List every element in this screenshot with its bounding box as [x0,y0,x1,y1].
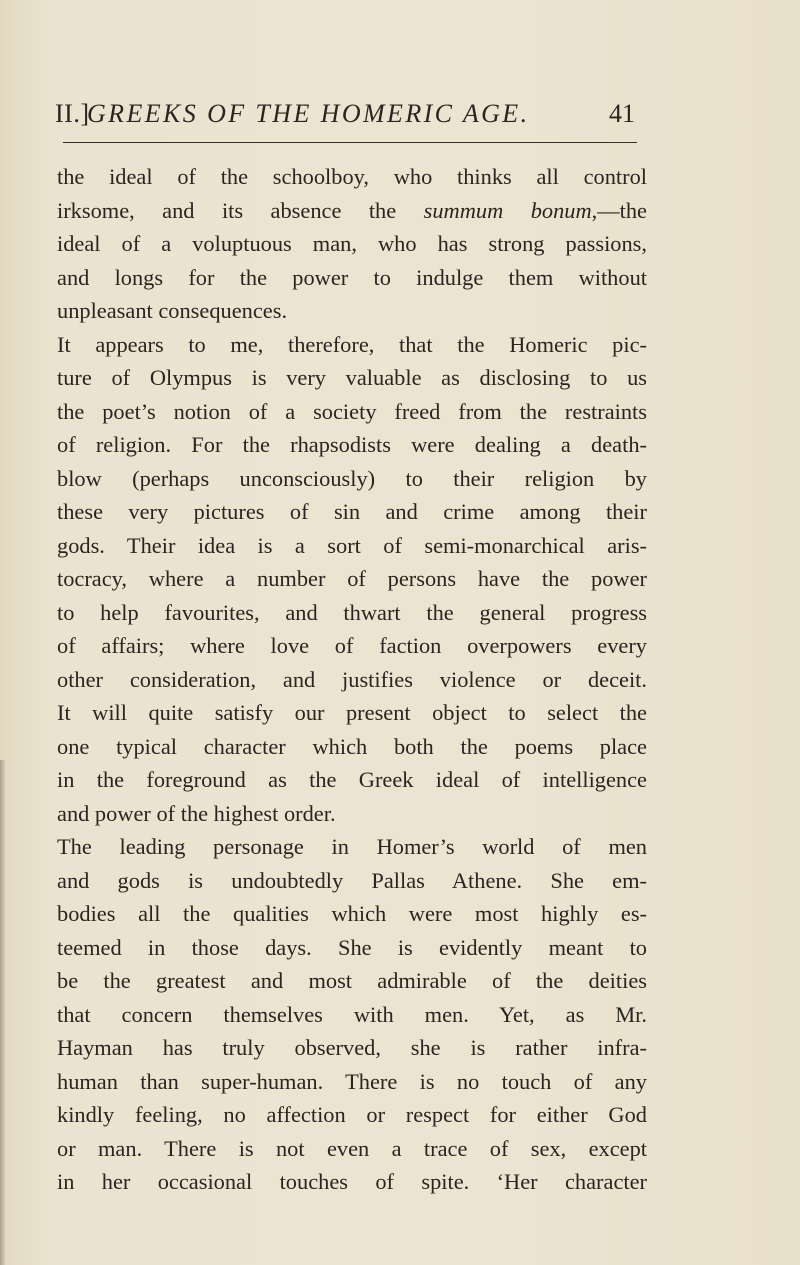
text-line: unpleasant consequences. [57,298,288,323]
text-line: and power of the highest order. [57,800,336,826]
text-line: in her occasional touches of spite. ‘Her character [57,1169,647,1194]
chapter-number: II.] [55,99,90,128]
page-number: 41 [609,99,635,128]
text-line: be the greatest and most admirable of the deities [57,968,647,993]
text-line: and gods is undoubtedly Pallas Athene. She em- [57,867,647,893]
text-line: It will quite satisfy our present object to select the [57,700,647,725]
text-line: of religion. For the rhapsodists were dealing a death- [57,432,647,457]
text-line: tocracy, where a number of persons have the power [57,566,647,591]
italic-phrase: summum bonum [423,197,592,223]
text-line: one typical character which both the poems place [57,733,647,759]
text-line: the ideal of the schoolboy, who thinks all control [57,164,647,189]
text-line: ture of Olympus is very valuable as disclosing to us [57,365,647,390]
text-span: irksome, and its absence the [57,197,424,223]
text-line: other consideration, and justifies violence or deceit. [57,666,647,692]
body-text [57,160,647,1199]
text-line: or man. There is not even a trace of sex, except [57,1135,647,1161]
text-line: in the foreground as the Greek ideal of intelligence [57,767,647,792]
text-line: teemed in those days. She is evidently meant to [57,934,647,960]
text-line: of affairs; where love of faction overpowers every [57,633,647,658]
text-line: that concern themselves with men. Yet, as Mr. [57,1001,647,1027]
text-line: The leading personage in Homer’s world of men [57,834,647,859]
text-line: the poet’s notion of a society freed from the restraints [57,398,647,424]
text-line: bodies all the qualities which were most highly es- [57,901,647,926]
text-line: It appears to me, therefore, that the Homeric pic- [57,331,647,357]
text-line: and longs for the power to indulge them without [57,264,647,290]
header-rule [63,142,637,143]
text-line: kindly feeling, no affection or respect for either God [57,1102,647,1127]
text-line: Hayman has truly observed, she is rather infra- [57,1035,647,1060]
running-head [55,96,635,132]
text-span: ,—the [591,197,647,223]
text-line: to help favourites, and thwart the general progress [57,599,647,625]
running-title: GREEKS OF THE HOMERIC AGE. [87,99,530,128]
text-line: blow (perhaps unconsciously) to their religion by [57,465,647,491]
text-line: gods. Their idea is a sort of semi-monarchical aris- [57,532,647,558]
text-line: these very pictures of sin and crime among their [57,499,647,524]
text-line: ideal of a voluptuous man, who has strong passions, [57,231,647,256]
text-line [57,194,647,228]
page-edge-shadow [0,760,6,1265]
text-line: human than super-human. There is no touch of any [57,1068,647,1094]
